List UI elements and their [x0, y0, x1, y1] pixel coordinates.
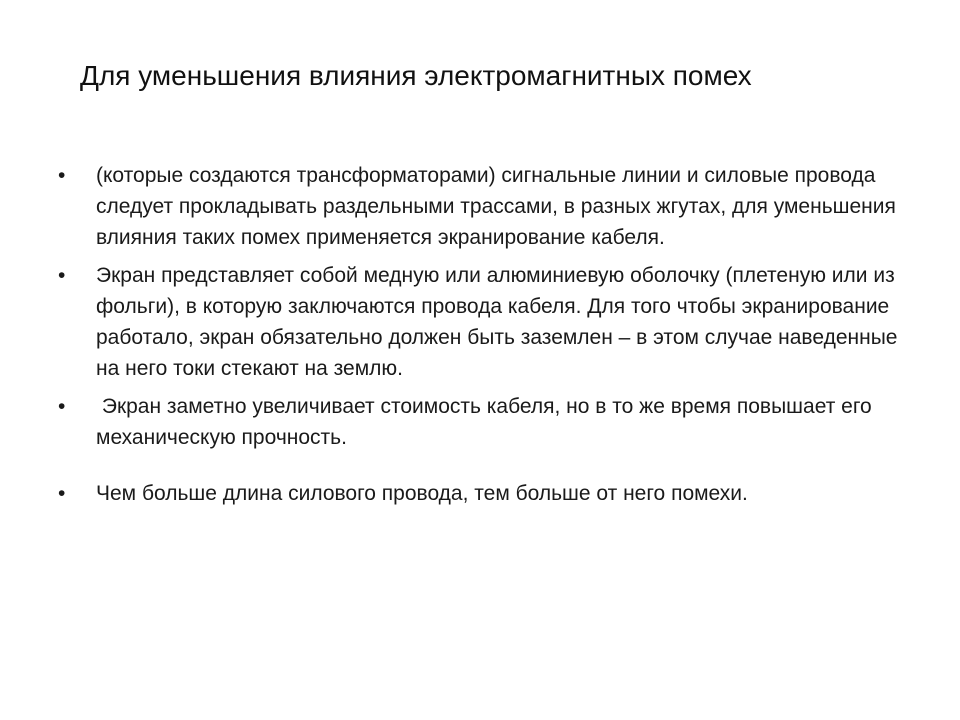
bullet-marker: • — [58, 164, 66, 187]
bullet-list — [58, 160, 908, 516]
bullet-text: Чем больше длина силового провода, тем больше от него помехи. — [96, 482, 748, 505]
bullet-item — [58, 160, 908, 253]
bullet-text: (которые создаются трансформаторами) сигнальные линии и силовые провода следует прокладывать раздельными трассами, в разных жгутах, для уменьшения влияния таких помех применяется экранирование кабеля. — [96, 164, 896, 249]
bullet-text: Экран представляет собой медную или алюминиевую оболочку (плетеную или из фольги), в которую заключаются провода кабеля. Для того чтобы экранирование работало, экран обязательно должен быть заземлен – в этом случае наведенные на него токи стекают на землю. — [96, 264, 898, 380]
bullet-text: Экран заметно увеличивает стоимость кабеля, но в то же время повышает его механическую прочность. — [96, 395, 878, 449]
bullet-marker: • — [58, 395, 66, 418]
bullet-marker: • — [58, 482, 66, 505]
bullet-item — [58, 260, 908, 384]
slide-title: Для уменьшения влияния электромагнитных помех — [80, 60, 752, 91]
bullet-item — [58, 391, 908, 453]
bullet-marker: • — [58, 264, 66, 287]
bullet-item — [58, 478, 908, 509]
